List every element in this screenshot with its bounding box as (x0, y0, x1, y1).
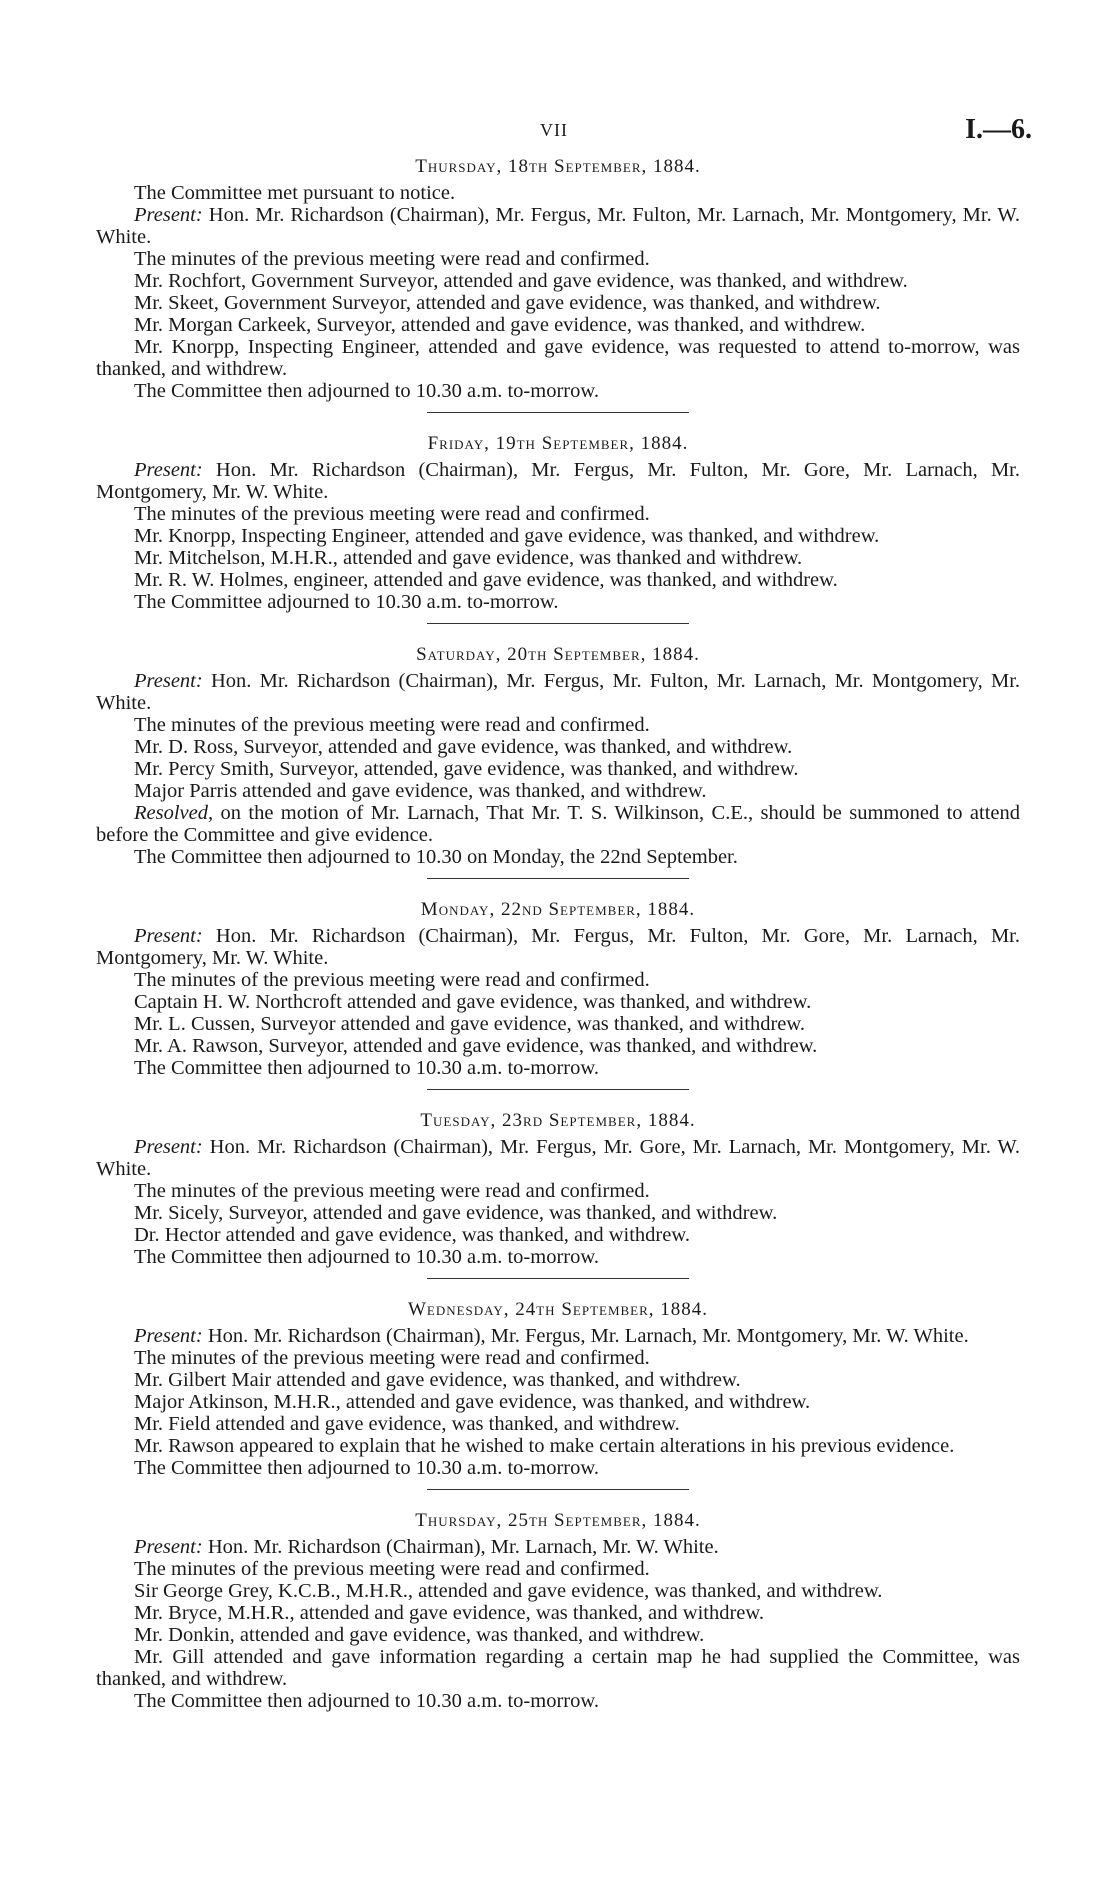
meeting-date: Thursday, 18th September, 1884. (415, 156, 701, 177)
present-list: Hon. Mr. Richardson (Chairman), Mr. Fergus, Mr. Fulton, Mr. Larnach, Mr. Montgomery, Mr. W. White. (96, 204, 1021, 248)
minute-paragraph: The minutes of the previous meeting were read and confirmed. (134, 1558, 650, 1580)
present-list: Hon. Mr. Richardson (Chairman), Mr. Fergus, Mr. Gore, Mr. Larnach, Mr. Montgomery, Mr. W. White. (96, 1136, 1021, 1180)
minute-paragraph: The Committee then adjourned to 10.30 a.m. to-morrow. (134, 1057, 599, 1079)
section-divider (427, 1489, 689, 1490)
minute-paragraph: Dr. Hector attended and gave evidence, was thanked, and withdrew. (134, 1224, 690, 1246)
minute-paragraph: Mr. Mitchelson, M.H.R., attended and gave evidence, was thanked and withdrew. (134, 547, 803, 569)
present-list: Hon. Mr. Richardson (Chairman), Mr. Fergus, Mr. Fulton, Mr. Gore, Mr. Larnach, Mr. Montgomery, Mr. W. White. (96, 925, 1021, 969)
meeting-section (96, 1110, 1020, 1279)
minute-paragraph: Mr. L. Cussen, Surveyor attended and gave evidence, was thanked, and withdrew. (134, 1013, 805, 1035)
meeting-section (96, 1299, 1020, 1490)
meeting-section (96, 899, 1020, 1090)
minute-paragraph: The Committee then adjourned to 10.30 on Monday, the 22nd September. (134, 846, 738, 868)
page-header (96, 110, 1032, 150)
minute-paragraph: The Committee adjourned to 10.30 a.m. to-morrow. (134, 591, 559, 613)
section-divider (427, 878, 689, 879)
present-label: Present: (134, 459, 203, 481)
present-list: Hon. Mr. Richardson (Chairman), Mr. Larnach, Mr. W. White. (207, 1536, 719, 1558)
section-divider (427, 412, 689, 413)
minute-paragraph: Mr. Rawson appeared to explain that he wished to make certain alterations in his previous evidence. (134, 1435, 955, 1457)
minute-paragraph: Mr. Gill attended and gave information regarding a certain map he had supplied the Committee, was thanked, and withdrew. (96, 1646, 1020, 1690)
minute-paragraph: The minutes of the previous meeting were read and confirmed. (134, 969, 650, 991)
meeting-section (96, 156, 1020, 413)
present-list: Hon. Mr. Richardson (Chairman), Mr. Fergus, Mr. Fulton, Mr. Gore, Mr. Larnach, Mr. Montgomery, Mr. W. White. (96, 459, 1021, 503)
resolved-label: Resolved, (134, 802, 214, 824)
meeting-date: Thursday, 25th September, 1884. (415, 1510, 701, 1531)
minute-paragraph: The Committee then adjourned to 10.30 a.m. to-morrow. (134, 1246, 599, 1268)
minute-paragraph: Major Parris attended and gave evidence, was thanked, and withdrew. (134, 780, 707, 802)
minute-paragraph: Mr. A. Rawson, Surveyor, attended and gave evidence, was thanked, and withdrew. (134, 1035, 818, 1057)
present-list: Hon. Mr. Richardson (Chairman), Mr. Fergus, Mr. Fulton, Mr. Larnach, Mr. Montgomery, Mr. White. (96, 670, 1021, 714)
meeting-section (96, 644, 1020, 879)
present-paragraph (96, 1325, 1020, 1347)
present-label: Present: (134, 204, 203, 226)
meeting-section (96, 433, 1020, 624)
present-label: Present: (134, 1536, 203, 1558)
meeting-date: Wednesday, 24th September, 1884. (407, 1299, 709, 1320)
meeting-section (96, 1510, 1020, 1712)
minute-paragraph: The minutes of the previous meeting were read and confirmed. (134, 1180, 650, 1202)
minute-paragraph: Mr. Field attended and gave evidence, was thanked, and withdrew. (134, 1413, 680, 1435)
minute-paragraph: Mr. Knorpp, Inspecting Engineer, attended and gave evidence, was requested to attend to-morrow, was thanked, and withdrew. (96, 336, 1020, 380)
minute-paragraph: Mr. Bryce, M.H.R., attended and gave evidence, was thanked, and withdrew. (134, 1602, 764, 1624)
minute-paragraph: Major Atkinson, M.H.R., attended and gave evidence, was thanked, and withdrew. (134, 1391, 811, 1413)
minute-paragraph: Mr. Percy Smith, Surveyor, attended, gave evidence, was thanked, and withdrew. (134, 758, 799, 780)
meeting-date: Monday, 22nd September, 1884. (420, 899, 696, 920)
section-divider (427, 1089, 689, 1090)
present-paragraph (96, 1536, 1020, 1558)
section-divider (427, 623, 689, 624)
minute-paragraph: The minutes of the previous meeting were read and confirmed. (134, 1347, 650, 1369)
present-paragraph (96, 925, 1020, 969)
present-paragraph (96, 204, 1020, 248)
minute-paragraph: Mr. Donkin, attended and gave evidence, was thanked, and withdrew. (134, 1624, 705, 1646)
present-paragraph (96, 1136, 1020, 1180)
resolution-text: on the motion of Mr. Larnach, That Mr. T. S. Wilkinson, C.E., should be summoned to attend before the Committee and give evidence. (96, 802, 1020, 846)
minute-paragraph: The Committee then adjourned to 10.30 a.m. to-morrow. (134, 1457, 599, 1479)
meeting-date: Friday, 19th September, 1884. (427, 433, 689, 454)
document-page (96, 110, 1032, 1712)
present-paragraph (96, 670, 1020, 714)
present-paragraph (96, 459, 1020, 503)
minute-paragraph: The Committee then adjourned to 10.30 a.m. to-morrow. (134, 380, 599, 402)
minute-paragraph: Mr. Rochfort, Government Surveyor, attended and gave evidence, was thanked, and withdrew. (134, 270, 908, 292)
minute-paragraph: Mr. Gilbert Mair attended and gave evidence, was thanked, and withdrew. (134, 1369, 741, 1391)
minute-paragraph: Mr. Morgan Carkeek, Surveyor, attended and gave evidence, was thanked, and withdrew. (134, 314, 866, 336)
minute-paragraph: Mr. Knorpp, Inspecting Engineer, attended and gave evidence, was thanked, and withdrew. (134, 525, 880, 547)
present-label: Present: (134, 925, 203, 947)
meeting-date: Saturday, 20th September, 1884. (416, 644, 700, 665)
section-divider (427, 1278, 689, 1279)
minute-paragraph: Mr. Sicely, Surveyor, attended and gave evidence, was thanked, and withdrew. (134, 1202, 778, 1224)
meeting-date: Tuesday, 23rd September, 1884. (420, 1110, 696, 1131)
minute-paragraph: The minutes of the previous meeting were read and confirmed. (134, 714, 650, 736)
document-reference: I.—6. (965, 114, 1032, 145)
minute-paragraph: The minutes of the previous meeting were read and confirmed. (134, 503, 650, 525)
present-label: Present: (134, 1136, 203, 1158)
page-number: VII (540, 120, 568, 140)
minute-paragraph: The minutes of the previous meeting were read and confirmed. (134, 248, 650, 270)
minute-paragraph: Sir George Grey, K.C.B., M.H.R., attended and gave evidence, was thanked, and withdrew. (134, 1580, 883, 1602)
minute-paragraph: The Committee met pursuant to notice. (134, 182, 456, 204)
minute-paragraph: The Committee then adjourned to 10.30 a.m. to-morrow. (134, 1690, 599, 1712)
present-list: Hon. Mr. Richardson (Chairman), Mr. Fergus, Mr. Larnach, Mr. Montgomery, Mr. W. White. (207, 1325, 969, 1347)
minute-paragraph: Mr. Skeet, Government Surveyor, attended and gave evidence, was thanked, and withdrew. (134, 292, 881, 314)
minute-paragraph: Mr. D. Ross, Surveyor, attended and gave evidence, was thanked, and withdrew. (134, 736, 793, 758)
resolution-paragraph (96, 802, 1020, 846)
present-label: Present: (134, 1325, 203, 1347)
minute-paragraph: Captain H. W. Northcroft attended and gave evidence, was thanked, and withdrew. (134, 991, 812, 1013)
present-label: Present: (134, 670, 203, 692)
minute-paragraph: Mr. R. W. Holmes, engineer, attended and gave evidence, was thanked, and withdrew. (134, 569, 838, 591)
